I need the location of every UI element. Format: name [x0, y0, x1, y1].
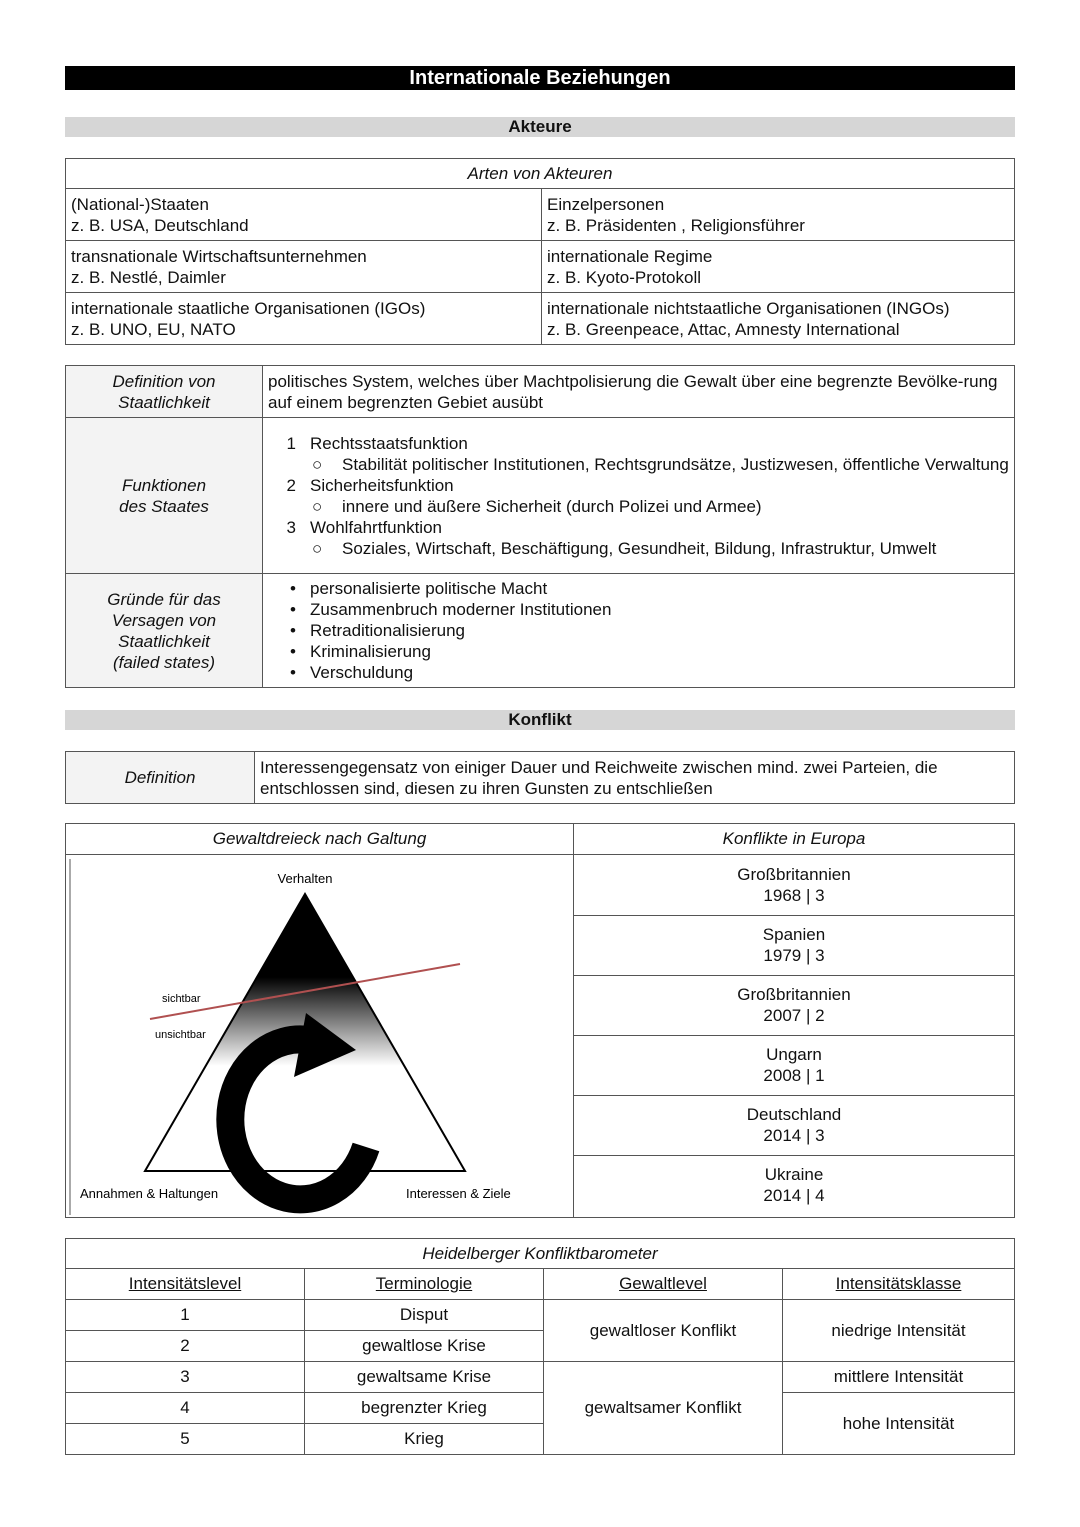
conflict-item [574, 1155, 1014, 1215]
europa-list [574, 855, 1014, 1215]
conflict-item [574, 915, 1014, 975]
term-cell: begrenzter Krieg [305, 1393, 544, 1424]
term-cell: gewaltsame Krise [305, 1362, 544, 1393]
level-cell: 4 [66, 1393, 305, 1424]
galtung-europa-table [65, 823, 1015, 1218]
reason-item: • Retraditionalisierung [290, 621, 465, 640]
function-name: Rechtsstaatsfunktion [310, 433, 468, 453]
section-header-akteure: Akteure [65, 117, 1015, 137]
akteur-example: z. B. Greenpeace, Attac, Amnesty International [547, 319, 900, 339]
konflikt-definition-text: Interessengegensatz von einiger Dauer und Reichweite zwischen mind. zwei Parteien, die entschlossen sind, diesen zu ihren Gunsten zu entschließen [255, 752, 1015, 804]
staat-table [65, 365, 1015, 688]
akteur-example: z. B. Kyoto-Protokoll [547, 267, 702, 287]
header-intensitaetslevel: Intensitätslevel [66, 1269, 305, 1300]
akteur-cell [66, 241, 542, 293]
akteur-cell [542, 189, 1015, 241]
akteur-example: z. B. UNO, EU, NATO [71, 319, 236, 339]
akteur-name: internationale staatliche Organisationen (IGOs) [71, 298, 426, 318]
level-cell: 1 [66, 1300, 305, 1331]
term-cell: gewaltlose Krise [305, 1331, 544, 1362]
function-number: 3 [286, 517, 296, 537]
galtung-diagram-cell [66, 855, 574, 1218]
reasons-label: Gründe für das Versagen von Staatlichkeit (failed states) [66, 574, 263, 688]
akteur-example: z. B. Nestlé, Daimler [71, 267, 226, 287]
functions-label: Funktionen des Staates [66, 418, 263, 574]
konfliktbarometer-table [65, 1238, 1015, 1455]
function-item [268, 475, 1009, 496]
section-header-konflikt: Konflikt [65, 710, 1015, 730]
conflict-country: Deutschland [746, 1105, 842, 1124]
akteur-cell [542, 293, 1015, 345]
akteur-name: (National-)Staaten [71, 194, 209, 214]
conflict-item [574, 975, 1014, 1035]
galtung-caption: Gewaltdreieck nach Galtung [66, 824, 574, 855]
reason-item: • personalisierte politische Macht [290, 579, 548, 598]
label-interessen: Interessen & Ziele [406, 1186, 511, 1201]
akteur-cell [542, 241, 1015, 293]
akteure-table [65, 158, 1015, 345]
conflict-item [574, 855, 1014, 915]
function-detail-text: Stabilität politischer Institutionen, Rechtsgrundsätze, Justizwesen, öffentliche Verwaltung [342, 454, 1009, 474]
function-number: 2 [286, 475, 296, 495]
gewalt-cell: gewaltloser Konflikt [544, 1300, 783, 1362]
reason-text: Zusammenbruch moderner Institutionen [310, 600, 612, 619]
conflict-value: 2008 | 1 [763, 1066, 825, 1085]
europa-caption: Konflikte in Europa [574, 824, 1015, 855]
reason-text: Verschuldung [310, 663, 414, 682]
klasse-cell: mittlere Intensität [783, 1362, 1015, 1393]
galtung-triangle-diagram [66, 855, 570, 1217]
header-terminologie: Terminologie [305, 1269, 544, 1300]
barometer-caption: Heidelberger Konfliktbarometer [66, 1239, 1015, 1269]
akteur-name: Einzelpersonen [547, 194, 665, 214]
akteur-name: internationale nichtstaatliche Organisationen (INGOs) [547, 298, 950, 318]
function-number: 1 [286, 433, 296, 453]
europa-list-cell [574, 855, 1015, 1218]
conflict-value: 2014 | 4 [763, 1186, 825, 1206]
conflict-item [574, 1095, 1014, 1155]
reason-item: • Zusammenbruch moderner Institutionen [290, 600, 612, 619]
level-cell: 5 [66, 1424, 305, 1455]
functions-list [263, 418, 1015, 574]
function-item [268, 433, 1009, 454]
function-detail: ○ Stabilität politischer Institutionen, Rechtsgrundsätze, Justizwesen, öffentliche Verwaltung [312, 454, 1009, 474]
page-title: Internationale Beziehungen [65, 66, 1015, 90]
akteur-example: z. B. USA, Deutschland [71, 215, 249, 235]
function-detail-text: innere und äußere Sicherheit (durch Polizei und Armee) [342, 496, 762, 516]
function-name: Sicherheitsfunktion [310, 475, 454, 495]
reasons-list [263, 574, 1015, 688]
label-verhalten: Verhalten [277, 871, 333, 886]
conflict-country: Ungarn [766, 1045, 822, 1064]
conflict-value: 1979 | 3 [763, 946, 825, 965]
akteur-name: transnationale Wirtschaftsunternehmen [71, 246, 367, 266]
label-unsichtbar: unsichtbar [155, 1029, 206, 1041]
akteur-name: internationale Regime [547, 246, 713, 266]
akteur-cell [66, 293, 542, 345]
reason-item: • Kriminalisierung [290, 642, 431, 661]
klasse-cell: niedrige Intensität [783, 1300, 1015, 1362]
term-cell: Disput [305, 1300, 544, 1331]
reason-item: • Verschuldung [290, 663, 414, 682]
label-sichtbar: sichtbar [162, 993, 201, 1005]
conflict-value: 2007 | 2 [763, 1006, 825, 1025]
conflict-value: 2014 | 3 [763, 1126, 825, 1145]
conflict-country: Ukraine [764, 1165, 824, 1185]
definition-label: Definition von Staatlichkeit [66, 366, 263, 418]
conflict-country: Spanien [762, 925, 826, 944]
term-cell: Krieg [305, 1424, 544, 1455]
function-name: Wohlfahrtfunktion [310, 517, 442, 537]
akteur-example: z. B. Präsidenten , Religionsführer [547, 215, 805, 235]
level-cell: 2 [66, 1331, 305, 1362]
konflikt-definition-label: Definition [66, 752, 255, 804]
konflikt-definition-table [65, 751, 1015, 804]
function-detail-text: Soziales, Wirtschaft, Beschäftigung, Gesundheit, Bildung, Infrastruktur, Umwelt [342, 538, 937, 558]
function-detail: ○ Soziales, Wirtschaft, Beschäftigung, Gesundheit, Bildung, Infrastruktur, Umwelt [312, 538, 937, 558]
conflict-value: 1968 | 3 [763, 885, 825, 905]
header-gewaltlevel: Gewaltlevel [544, 1269, 783, 1300]
conflict-country: Großbritannien [737, 985, 851, 1004]
reason-text: Retraditionalisierung [310, 621, 465, 640]
function-item [268, 517, 1009, 538]
akteure-table-caption: Arten von Akteuren [66, 159, 1015, 189]
klasse-cell: hohe Intensität [783, 1393, 1015, 1455]
gewalt-cell: gewaltsamer Konflikt [544, 1362, 783, 1455]
reason-text: Kriminalisierung [310, 642, 431, 661]
conflict-item [574, 1035, 1014, 1095]
label-annahmen: Annahmen & Haltungen [80, 1186, 219, 1201]
akteur-cell [66, 189, 542, 241]
function-detail: ○ innere und äußere Sicherheit (durch Polizei und Armee) [312, 496, 762, 516]
conflict-country: Großbritannien [737, 864, 851, 884]
header-intensitaetsklasse: Intensitätsklasse [783, 1269, 1015, 1300]
definition-text: politisches System, welches über Machtpolisierung die Gewalt über eine begrenzte Bevölke-rung auf einem begrenzten Gebiet ausübt [263, 366, 1015, 418]
reason-text: personalisierte politische Macht [310, 579, 548, 598]
level-cell: 3 [66, 1362, 305, 1393]
